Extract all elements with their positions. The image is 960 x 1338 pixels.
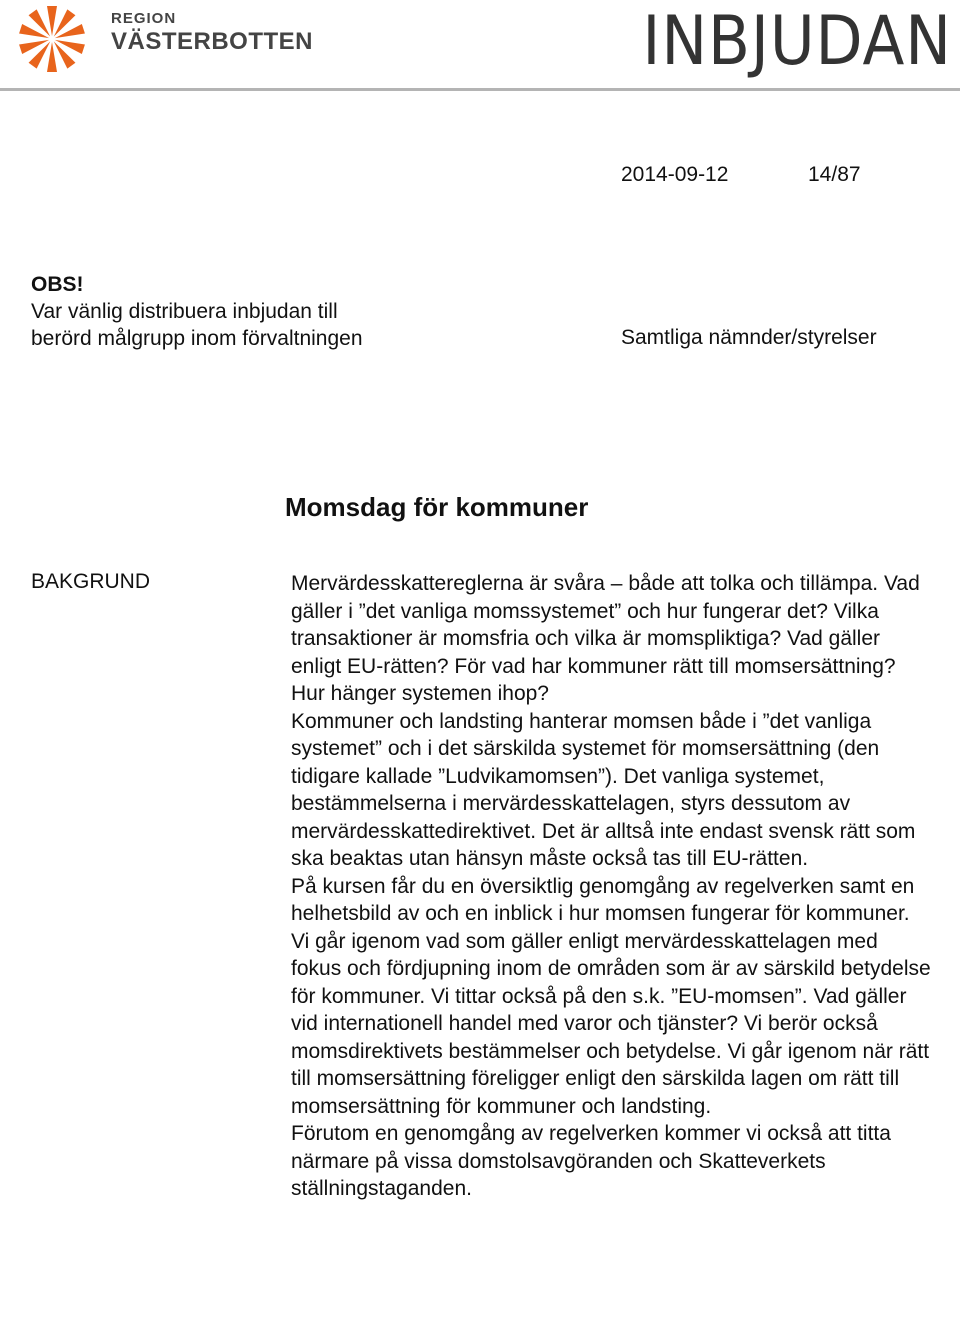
document-type-title: INBJUDAN: [642, 2, 952, 81]
section-body: [291, 570, 931, 1203]
section-label: BAKGRUND: [31, 570, 151, 593]
body-paragraph: Mervärdesskattereglerna är svåra – både att tolka och tillämpa. Vad gäller i ”det vanliga momssystemet” och hur fungerar det? Vilka transaktioner är momsfria och vilka är momspliktiga? Vad gäller enligt EU-rätten? För vad har kommuner rätt till momsersättning? Hur hänger systemen ihop?: [291, 572, 920, 705]
recipients: Samtliga nämnder/styrelser: [621, 326, 877, 349]
body-paragraph: Kommuner och landsting hanterar momsen både i ”det vanliga systemet” och i det särskilda systemet för momsersättning (den tidigare kallade ”Ludvikamomsen”). Det vanliga systemet, bestämmelserna i mervärdesskattelagen, styrs dessutom av mervärdesskattedirektivet. Det är alltså inte endast svensk rätt som ska beaktas utan hänsyn måste också tas till EU-rätten.: [291, 709, 916, 870]
obs-notice: [31, 271, 363, 352]
page-header: [0, 0, 960, 92]
document-number: 14/87: [808, 163, 861, 186]
obs-title: OBS!: [31, 273, 84, 296]
body-paragraph: Förutom en genomgång av regelverken kommer vi också att titta närmare på vissa domstolsavgöranden och Skatteverkets ställningstaganden.: [291, 1122, 891, 1200]
obs-line-2: berörd målgrupp inom förvaltningen: [31, 327, 363, 350]
organization-name: [111, 11, 313, 54]
obs-line-1: Var vänlig distribuera inbjudan till: [31, 300, 338, 323]
page-title: Momsdag för kommuner: [285, 492, 589, 522]
body-paragraph: På kursen får du en översiktlig genomgång av regelverken samt en helhetsbild av och en inblick i hur momsen fungerar för kommuner. Vi går igenom vad som gäller enligt mervärdesskattelagen med fokus och fördjupning inom de områden som är av särskild betydelse för kommuner. Vi tittar också på den s.k. ”EU-momsen”. Vad gäller vid internationell handel med varor och tjänster? Vi berör också momsdirektivets bestämmelser och betydelse. Vi går igenom när rätt till momsersättning föreligger enligt den särskilda lagen om rätt till momsersättning för kommuner och landsting.: [291, 874, 931, 1118]
organization-name-line2: VÄSTERBOTTEN: [111, 28, 314, 55]
document-date: 2014-09-12: [621, 163, 729, 186]
header-divider: [0, 88, 960, 91]
organization-name-line1: REGION: [111, 10, 177, 27]
region-vasterbotten-logo-icon: [14, 4, 100, 74]
